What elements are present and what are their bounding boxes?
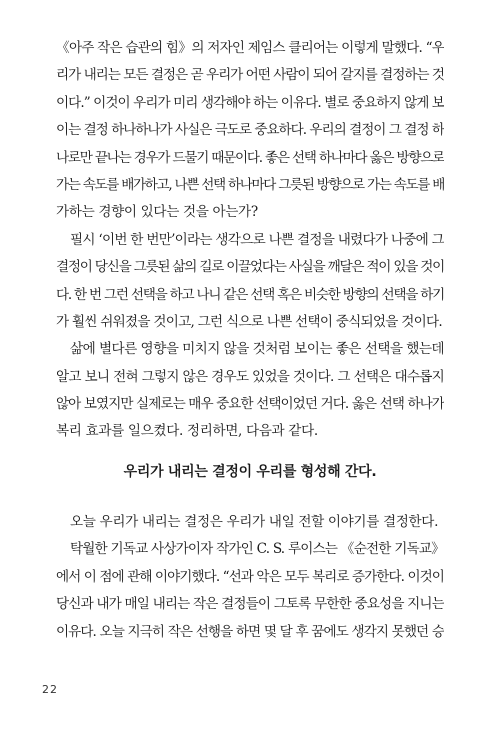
text-line: 나로만 끝나는 경우가 드물기 때문이다. 좋은 선택 하나마다 옳은 방향으로 <box>56 149 444 166</box>
text-line: 가하는 경향이 있다는 것을 아는가? <box>56 204 258 221</box>
text-line-indented: 탁월한 기독교 사상가이자 작가인 C. S. 루이스는 《순전한 기독교》 <box>70 541 444 558</box>
text-line: 가는 속도를 배가하고, 나쁜 선택 하나마다 그릇된 방향으로 가는 속도를 배 <box>56 176 444 193</box>
text-line: 이다.” 이것이 우리가 미리 생각해야 하는 이유다. 별로 중요하지 않게 보 <box>56 94 444 111</box>
text-line: 알고 보니 전혀 그렇지 않은 경우도 있었을 것이다. 그 선택은 대수롭지 <box>56 368 444 385</box>
text-line: 가 훨씬 쉬워졌을 것이고, 그런 식으로 나쁜 선택이 중식되었을 것이다. <box>56 313 442 330</box>
body-text-upper <box>56 35 444 446</box>
text-line: 결정이 당신을 그릇된 삶의 길로 이끌었다는 사실을 깨달은 적이 있을 것이 <box>56 259 444 276</box>
body-text-lower <box>56 509 444 646</box>
text-line: 리가 내리는 모든 결정은 곧 우리가 어떤 사람이 되어 갈지를 결정하는 것 <box>56 67 444 84</box>
section-heading: 우리가 내리는 결정이 우리를 형성해 간다. <box>123 464 377 480</box>
text-line: 다. 한 번 그런 선택을 하고 나니 같은 선택 혹은 비슷한 방향의 선택을 하기 <box>56 286 444 303</box>
text-line: 않아 보였지만 실제로는 매우 중요한 선택이었던 거다. 옳은 선택 하나가 <box>56 396 444 413</box>
text-line: 이유다. 오늘 지극히 작은 선행을 하면 몇 달 후 꿈에도 생각지 못했던 승 <box>56 623 444 640</box>
text-line: 이는 결정 하나하나가 사실은 극도로 중요하다. 우리의 결정이 그 결정 하 <box>56 122 444 139</box>
page-number: 22 <box>42 683 58 696</box>
text-line-indented: 오늘 우리가 내리는 결정은 우리가 내일 전할 이야기를 결정한다. <box>70 514 439 530</box>
text-line: 복리 효과를 일으켰다. 정리하면, 다음과 같다. <box>56 423 318 440</box>
text-line: 에서 이 점에 관해 이야기했다. “선과 악은 모두 복리로 증가한다. 이것이 <box>56 568 444 585</box>
text-line-indented: 삶에 별다른 영향을 미치지 않을 것처럼 보이는 좋은 선택을 했는데 <box>70 341 444 358</box>
text-line: 《아주 작은 습관의 힘》의 저자인 제임스 클리어는 이렇게 말했다. “우 <box>56 40 444 56</box>
text-line-indented: 필시 ‘이번 한 번만’이라는 생각으로 나쁜 결정을 내렸다가 나중에 그 <box>70 231 444 248</box>
text-line: 당신과 내가 매일 내리는 작은 결정들이 그토록 무한한 중요성을 지니는 <box>56 596 444 613</box>
